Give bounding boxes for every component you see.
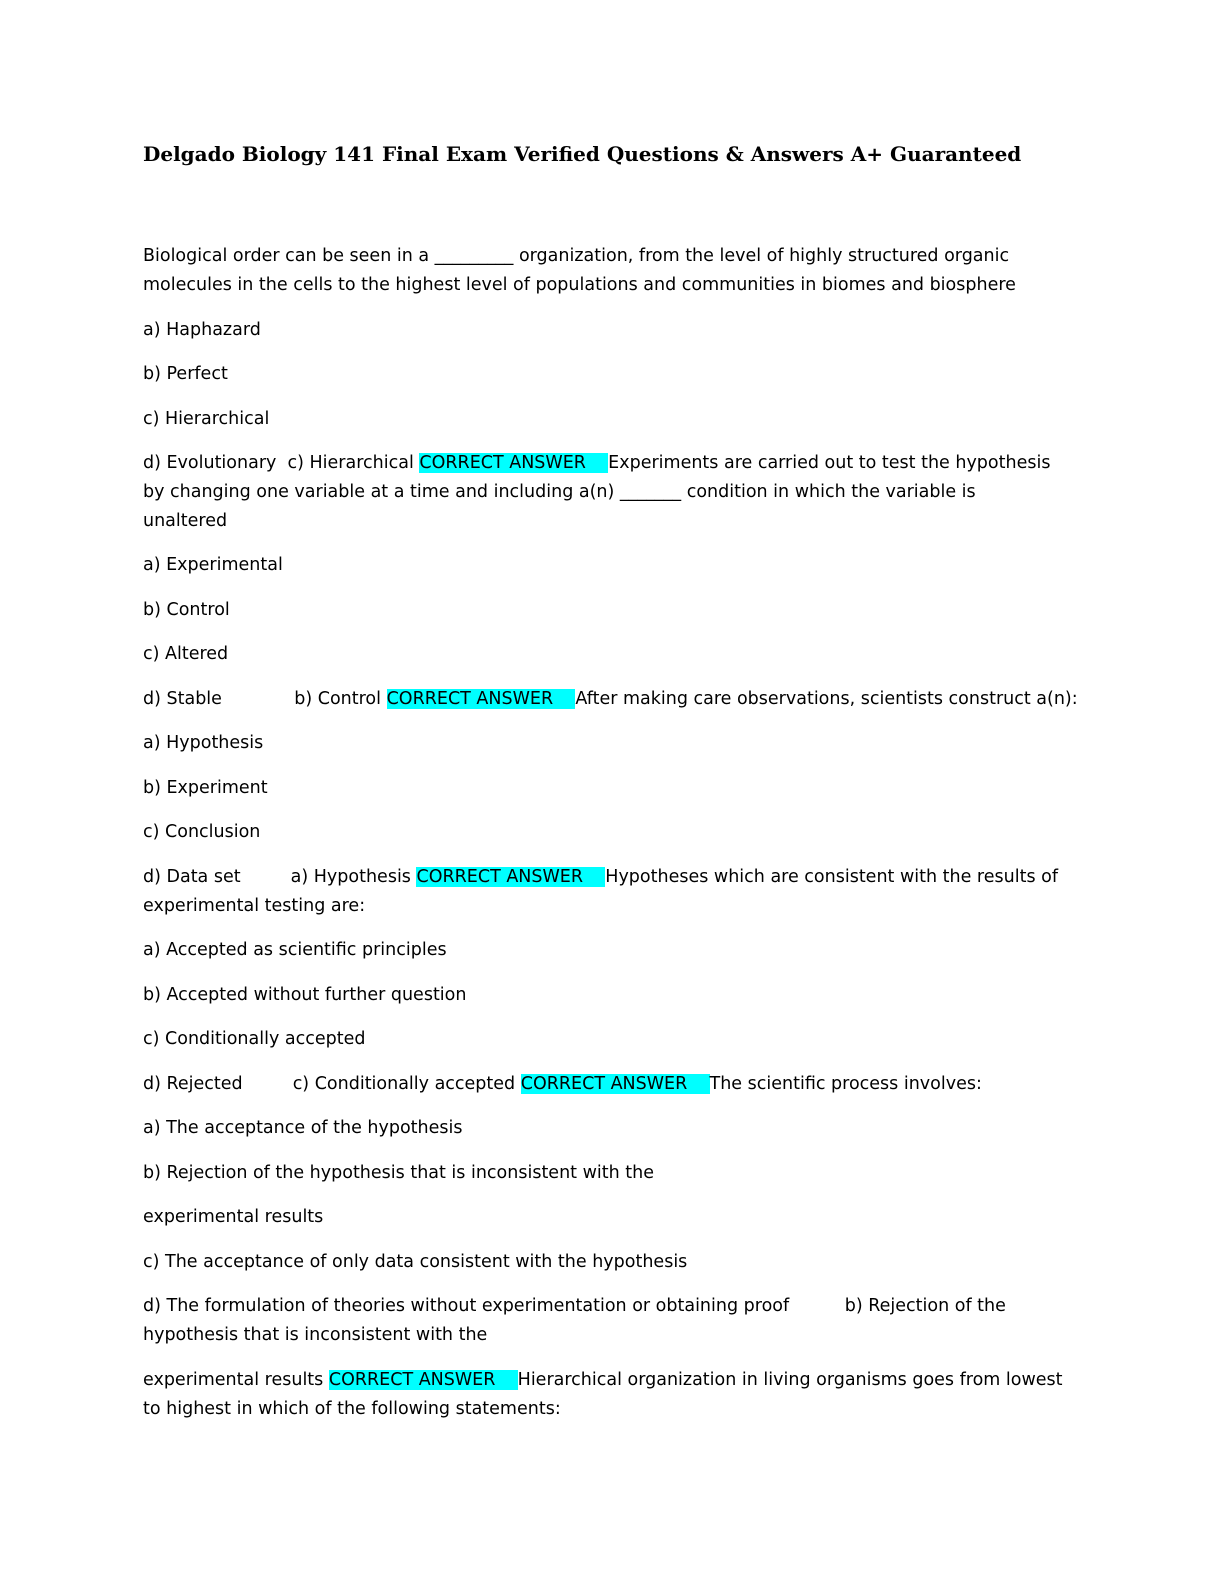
text-segment: d) Rejected c) Conditionally accepted (143, 1074, 521, 1094)
text-line (143, 1295, 1006, 1317)
text-segment: Experiments are carried out to test the hypothesis (608, 453, 1051, 473)
correct-answer-highlight: CORRECT ANSWER (520, 1074, 710, 1094)
text-segment: by changing one variable at a time and including a(n) _______ condition in which the variable is (143, 482, 976, 502)
correct-answer-highlight: CORRECT ANSWER (328, 1370, 518, 1390)
text-segment: b) Experiment (143, 778, 268, 798)
text-segment: a) Experimental (143, 555, 283, 575)
text-segment: Biological order can be seen in a _________ organization, from the level of highly structured organic (143, 246, 1010, 266)
text-line (143, 732, 263, 754)
text-segment: experimental results (143, 1207, 324, 1227)
text-line (143, 643, 228, 665)
text-segment: c) Hierarchical (143, 409, 270, 429)
text-line (143, 1206, 323, 1228)
text-line (143, 866, 1058, 888)
text-line (143, 408, 269, 430)
text-segment: d) Evolutionary c) Hierarchical (143, 453, 420, 473)
text-segment: The scientific process involves: (709, 1074, 982, 1094)
correct-answer-highlight: CORRECT ANSWER (419, 453, 609, 473)
text-segment: Hypotheses which are consistent with the results of (605, 867, 1058, 887)
text-line (143, 452, 1050, 474)
text-segment: hypothesis that is inconsistent with the (143, 1325, 488, 1345)
text-segment: c) Altered (143, 644, 229, 664)
text-segment: to highest in which of the following statements: (143, 1399, 561, 1419)
text-line (143, 363, 228, 385)
text-segment: b) Control (143, 600, 230, 620)
text-line (143, 274, 1016, 296)
text-segment: d) Stable b) Control (143, 689, 387, 709)
text-segment: c) The acceptance of only data consistent with the hypothesis (143, 1252, 688, 1272)
text-line (143, 1162, 654, 1184)
text-segment: b) Perfect (143, 364, 228, 384)
text-line (143, 554, 283, 576)
text-line (143, 939, 447, 961)
text-segment: molecules in the cells to the highest level of populations and communities in biomes and biosphere (143, 275, 1016, 295)
text-segment: a) Accepted as scientific principles (143, 940, 447, 960)
text-segment: b) Rejection of the hypothesis that is inconsistent with the (143, 1163, 654, 1183)
text-segment: experimental results (143, 1370, 329, 1390)
text-line (143, 1398, 561, 1420)
correct-answer-highlight: CORRECT ANSWER (386, 689, 576, 709)
text-line (143, 510, 227, 532)
text-segment: Hierarchical organization in living organisms goes from lowest (517, 1370, 1063, 1390)
text-line (143, 599, 230, 621)
text-segment: After making care observations, scientists construct a(n): (575, 689, 1078, 709)
text-line (143, 1324, 487, 1346)
text-segment: a) Haphazard (143, 320, 261, 340)
text-line (143, 777, 268, 799)
text-segment: a) The acceptance of the hypothesis (143, 1118, 463, 1138)
text-line (143, 245, 1009, 267)
text-segment: experimental testing are: (143, 896, 366, 916)
text-segment: c) Conclusion (143, 822, 261, 842)
text-line (143, 1028, 365, 1050)
text-segment: b) Accepted without further question (143, 985, 467, 1005)
text-line (143, 319, 261, 341)
text-line (143, 821, 260, 843)
text-segment: d) Data set a) Hypothesis (143, 867, 417, 887)
text-line (143, 688, 1078, 710)
text-line (143, 481, 976, 503)
text-line (143, 984, 466, 1006)
text-line (143, 1117, 463, 1139)
correct-answer-highlight: CORRECT ANSWER (416, 867, 606, 887)
text-segment: d) The formulation of theories without experimentation or obtaining proof b) Rejection of the (143, 1296, 1006, 1316)
document-title: Delgado Biology 141 Final Exam Verified Questions & Answers A+ Guaranteed (143, 142, 1022, 166)
text-segment: a) Hypothesis (143, 733, 264, 753)
text-segment: unaltered (143, 511, 228, 531)
text-segment: c) Conditionally accepted (143, 1029, 366, 1049)
text-line (143, 1369, 1063, 1391)
text-line (143, 895, 365, 917)
text-line (143, 1251, 687, 1273)
text-line (143, 1073, 982, 1095)
